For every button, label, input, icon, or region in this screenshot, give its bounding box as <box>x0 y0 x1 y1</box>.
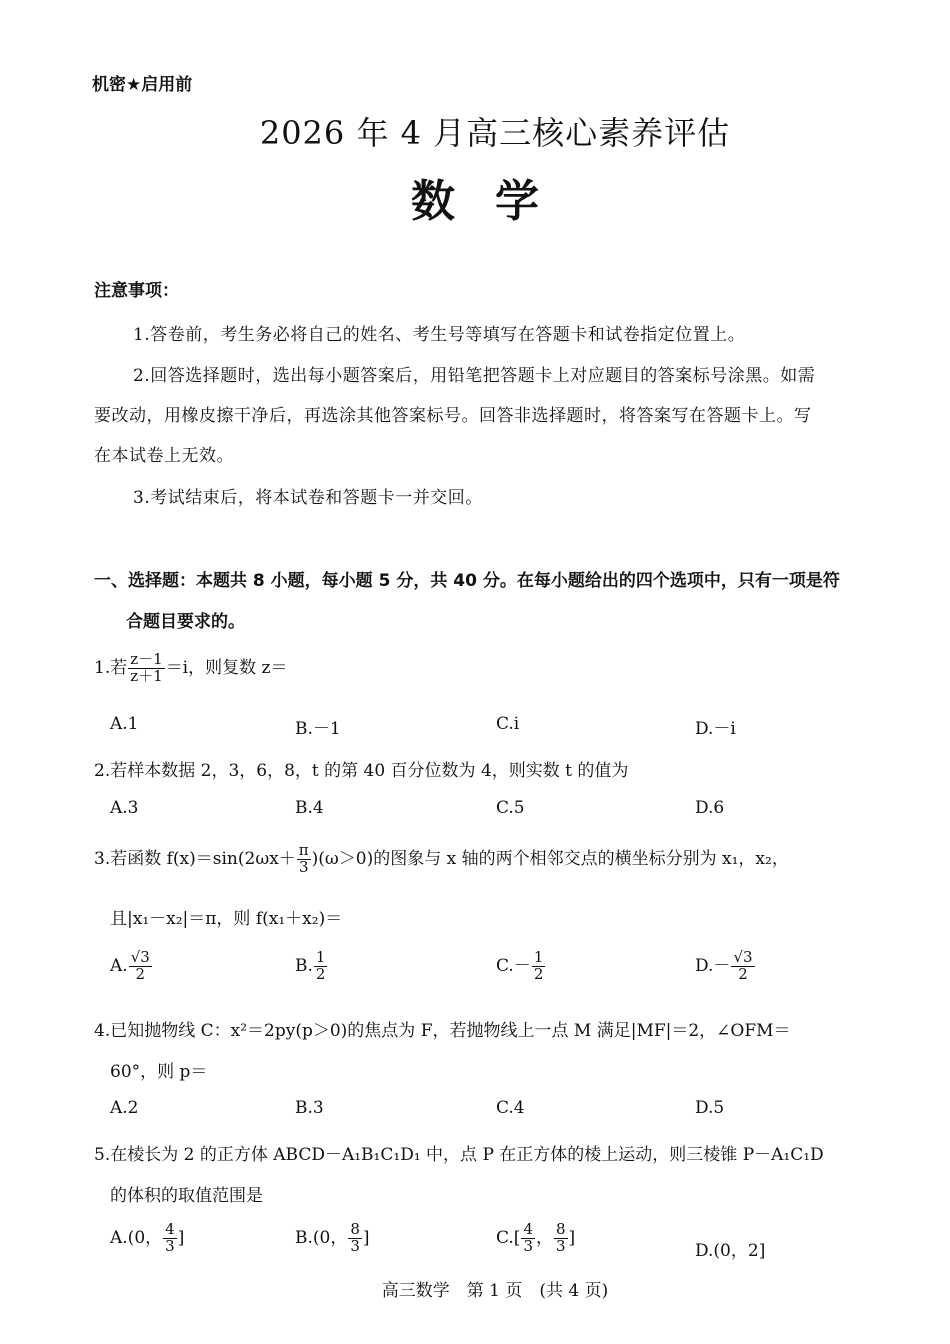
q5-option-c-separator: ， <box>535 1227 553 1248</box>
q5-option-c <box>496 1222 575 1255</box>
q3-option-d-numerator: √3 <box>733 948 753 966</box>
q5-option-b-denominator: 3 <box>350 1236 360 1255</box>
question-5-stem-line-1: 5.在棱长为 2 的正方体 ABCD－A₁B₁C₁D₁ 中，点 P 在正方体的棱上运动，则三棱锥 P－A₁C₁D <box>94 1145 824 1165</box>
question-3-stem-line-2: 且|x₁－x₂|＝π，则 f(x₁＋x₂)＝ <box>110 909 343 929</box>
q5-option-b-suffix: ] <box>362 1227 370 1248</box>
notice-item-2-line-2: 要改动，用橡皮擦干净后，再选涂其他答案标号。回答非选择题时，将答案写在答题卡上。写 <box>94 406 812 426</box>
exam-title: 2026 年 4 月高三核心素养评估 <box>259 114 731 152</box>
q2-option-d: D.6 <box>695 798 725 818</box>
q1-option-d: D.－i <box>695 719 736 739</box>
question-1-stem <box>94 652 288 685</box>
question-3-stem-line-1 <box>94 843 789 876</box>
q3-option-b <box>295 950 328 983</box>
q5-option-a-fraction <box>163 1222 177 1255</box>
q1-option-c: C.i <box>496 714 520 734</box>
q3-option-a-denominator: 2 <box>135 964 146 983</box>
q5-option-c-prefix: C.[ <box>496 1227 521 1248</box>
q2-option-a: A.3 <box>110 798 139 818</box>
q5-option-b <box>295 1222 370 1255</box>
q5-option-b-prefix: B.(0， <box>295 1227 348 1248</box>
q3-option-b-numerator: 1 <box>315 948 326 966</box>
q2-option-c: C.5 <box>496 798 525 818</box>
q3-option-d-fraction <box>731 950 754 983</box>
q5-option-b-fraction <box>348 1222 362 1255</box>
q5-option-c-numerator-2: 8 <box>555 1220 566 1238</box>
q3-option-b-label: B. <box>295 955 313 976</box>
q5-option-d: D.(0，2] <box>695 1241 766 1261</box>
q1-prefix: 1.若 <box>94 657 128 678</box>
q1-fraction-numerator: z－1 <box>130 650 163 668</box>
q1-fraction-denominator: z＋1 <box>130 666 163 685</box>
q5-option-c-numerator-1: 4 <box>523 1220 533 1238</box>
q1-fraction <box>128 652 164 685</box>
q3-part-1: 3.若函数 f(x)＝sin(2ωx＋ <box>94 848 296 869</box>
notice-item-2-line-1: 2.回答选择题时，选出每小题答案后，用铅笔把答题卡上对应题目的答案标号涂黑。如需 <box>133 366 816 386</box>
q1-option-b: B.－1 <box>295 719 341 739</box>
q3-part-2: )(ω＞0)的图象与 x 轴的两个相邻交点的横坐标分别为 x₁，x₂， <box>311 848 789 869</box>
q3-option-a-label: A. <box>110 955 128 976</box>
q3-option-a <box>110 950 153 983</box>
q5-option-a <box>110 1222 184 1255</box>
q3-pi-fraction <box>297 843 311 876</box>
page-footer: 高三数学 第 1 页 (共 4 页) <box>381 1281 609 1301</box>
q5-option-c-denominator-2: 3 <box>555 1236 566 1255</box>
q5-option-a-suffix: ] <box>177 1227 185 1248</box>
q3-option-c-fraction <box>532 950 546 983</box>
q5-option-a-prefix: A.(0， <box>110 1227 163 1248</box>
question-5-stem-line-2: 的体积的取值范围是 <box>110 1186 263 1206</box>
q3-option-d-label: D.－ <box>695 955 731 976</box>
notice-heading: 注意事项： <box>94 281 179 301</box>
notice-item-2-line-3: 在本试卷上无效。 <box>94 446 234 466</box>
notice-item-3: 3.考试结束后，将本试卷和答题卡一并交回。 <box>133 488 483 508</box>
q2-option-b: B.4 <box>295 798 324 818</box>
q3-option-c-label: C.－ <box>496 955 531 976</box>
q5-option-c-fraction-2 <box>554 1222 568 1255</box>
q3-option-c-denominator: 2 <box>533 964 544 983</box>
q3-option-d-denominator: 2 <box>738 964 748 983</box>
q3-option-a-fraction <box>129 950 152 983</box>
subject-title: 数学 <box>411 176 579 227</box>
q3-option-d <box>695 950 756 983</box>
q5-option-c-denominator-1: 3 <box>523 1236 533 1255</box>
q4-option-b: B.3 <box>295 1098 324 1118</box>
q3-option-b-fraction <box>314 950 328 983</box>
question-4-stem-line-2: 60°，则 p＝ <box>110 1062 208 1082</box>
section-heading-line-2: 合题目要求的。 <box>126 612 245 632</box>
section-heading-line-1: 一、选择题：本题共 8 小题，每小题 5 分，共 40 分。在每小题给出的四个选项中，只有一项是符 <box>94 571 840 591</box>
q3-pi-denominator: 3 <box>298 857 309 876</box>
q3-option-b-denominator: 2 <box>315 964 326 983</box>
question-2-stem: 2.若样本数据 2，3，6，8，t 的第 40 百分位数为 4，则实数 t 的值为 <box>94 761 629 781</box>
question-4-stem-line-1: 4.已知抛物线 C：x²＝2py(p＞0)的焦点为 F，若抛物线上一点 M 满足|MF|＝2，∠OFM＝ <box>94 1021 791 1041</box>
confidential-mark: 机密★启用前 <box>92 75 193 95</box>
q5-option-a-numerator: 4 <box>165 1220 175 1238</box>
q4-option-c: C.4 <box>496 1098 525 1118</box>
q3-option-c <box>496 950 546 983</box>
q1-option-a: A.1 <box>110 714 139 734</box>
q5-option-c-suffix: ] <box>568 1227 576 1248</box>
notice-item-1: 1.答卷前，考生务必将自己的姓名、考生号等填写在答题卡和试卷指定位置上。 <box>133 325 746 345</box>
q5-option-a-denominator: 3 <box>165 1236 175 1255</box>
q3-option-c-numerator: 1 <box>533 948 544 966</box>
q4-option-d: D.5 <box>695 1098 725 1118</box>
q1-suffix: ＝i，则复数 z＝ <box>165 657 288 678</box>
q3-pi-numerator: π <box>298 841 309 859</box>
q5-option-c-fraction-1 <box>521 1222 535 1255</box>
q3-option-a-numerator: √3 <box>130 948 150 966</box>
q4-option-a: A.2 <box>110 1098 139 1118</box>
q5-option-b-numerator: 8 <box>350 1220 360 1238</box>
